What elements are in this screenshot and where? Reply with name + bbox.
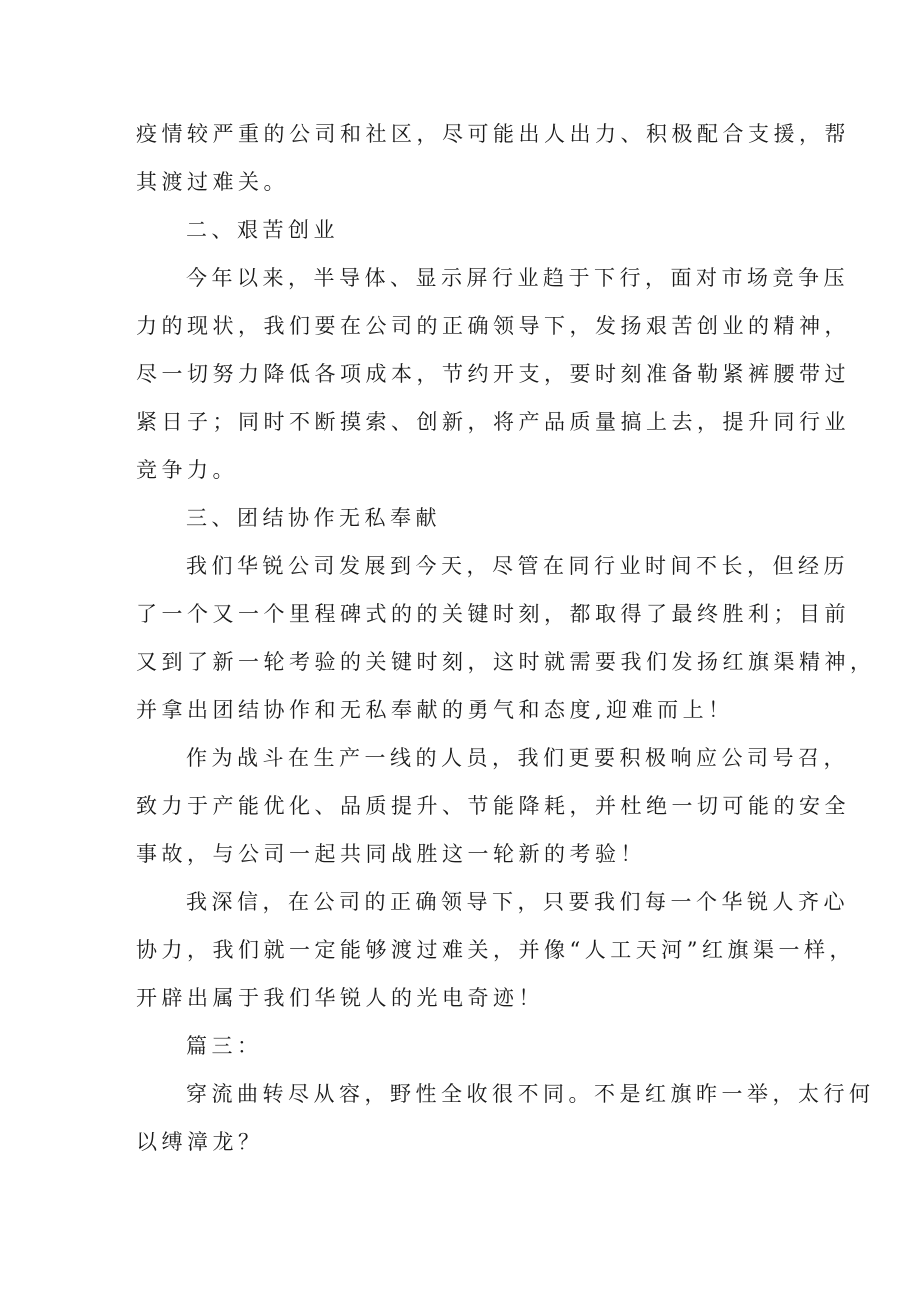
paragraph-line: 作为战斗在生产一线的人员，我们更要积极响应公司号召， xyxy=(186,746,849,770)
paragraph-line: 了一个又一个里程碑式的的关键时刻，都取得了最终胜利；目前 xyxy=(136,602,850,626)
paragraph-line: 协力，我们就一定能够渡过难关，并像“人工天河”红旗渠一样， xyxy=(136,938,855,962)
paragraph-line: 我们华锐公司发展到今天，尽管在同行业时间不长，但经历 xyxy=(186,554,849,578)
paragraph-line: 我深信，在公司的正确领导下，只要我们每一个华锐人齐心 xyxy=(186,890,849,914)
section-heading: 二、艰苦创业 xyxy=(186,218,339,242)
section-heading: 三、团结协作无私奉献 xyxy=(186,506,441,530)
paragraph-line: 开辟出属于我们华锐人的光电奇迹！ xyxy=(136,986,544,1010)
paragraph-line: 疫情较严重的公司和社区，尽可能出人出力、积极配合支援，帮 xyxy=(136,122,850,146)
poem-line: 穿流曲转尽从容，野性全收很不同。不是红旗昨一举，太行何 xyxy=(186,1082,875,1106)
paragraph-line: 尽一切努力降低各项成本，节约开支，要时刻准备勒紧裤腰带过 xyxy=(136,362,850,386)
poem-line: 以缚漳龙？ xyxy=(136,1130,264,1154)
paragraph-line: 其渡过难关。 xyxy=(136,170,289,194)
section-heading: 篇三： xyxy=(186,1034,263,1058)
document-body xyxy=(136,110,876,1166)
paragraph-line: 今年以来，半导体、显示屏行业趋于下行，面对市场竞争压 xyxy=(186,266,849,290)
paragraph-line: 竞争力。 xyxy=(136,458,238,482)
paragraph-line: 并拿出团结协作和无私奉献的勇气和态度,迎难而上！ xyxy=(136,698,734,722)
paragraph-line: 致力于产能优化、品质提升、节能降耗，并杜绝一切可能的安全 xyxy=(136,794,850,818)
paragraph-line: 又到了新一轮考验的关键时刻，这时就需要我们发扬红旗渠精神， xyxy=(136,650,876,674)
paragraph-line: 紧日子；同时不断摸索、创新，将产品质量搞上去，提升同行业 xyxy=(136,410,850,434)
paragraph-line: 事故，与公司一起共同战胜这一轮新的考验！ xyxy=(136,842,646,866)
paragraph-line: 力的现状，我们要在公司的正确领导下，发扬艰苦创业的精神， xyxy=(136,314,850,338)
